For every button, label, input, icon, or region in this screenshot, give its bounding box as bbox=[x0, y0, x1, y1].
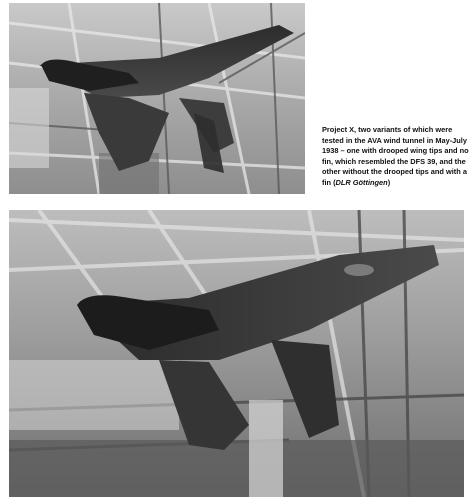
wind-tunnel-photo-bottom bbox=[9, 210, 464, 497]
figure-caption bbox=[322, 125, 470, 189]
aircraft-model-photo-bottom bbox=[9, 210, 464, 497]
caption-closing: ) bbox=[387, 177, 391, 187]
caption-credit: DLR Göttingen bbox=[335, 177, 388, 187]
wind-tunnel-photo-top bbox=[9, 3, 305, 194]
aircraft-model-photo-top bbox=[9, 3, 305, 194]
caption-text: Project X, two variants of which were tested in the AVA wind tunnel in May-July 1938 – one with drooped wing tips and no fin, which resembled the DFS 39, and the other without the drooped tips and with a fin ( bbox=[322, 125, 469, 187]
